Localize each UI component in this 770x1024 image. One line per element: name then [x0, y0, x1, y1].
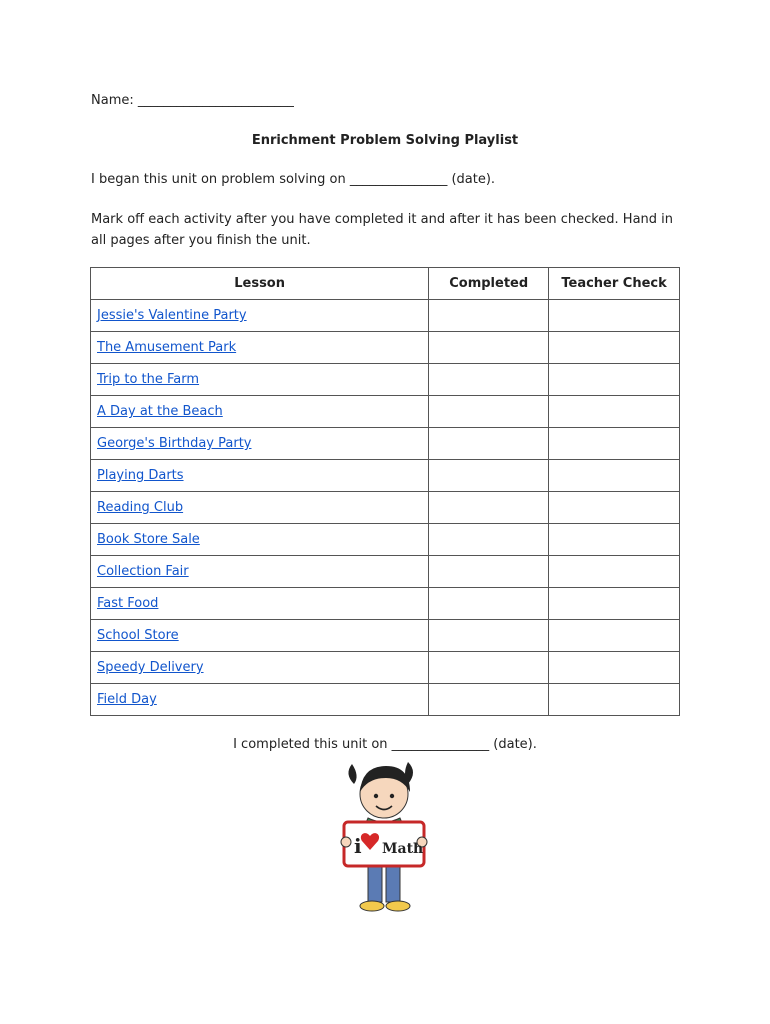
lesson-link[interactable]: Book Store Sale [97, 532, 200, 547]
lesson-link[interactable]: Collection Fair [97, 564, 189, 579]
completed-cell [429, 332, 549, 364]
completed-cell [429, 684, 549, 716]
lesson-link[interactable]: A Day at the Beach [97, 404, 223, 419]
teacher-check-cell [549, 364, 680, 396]
teacher-check-cell [549, 332, 680, 364]
teacher-check-cell [549, 684, 680, 716]
completed-cell [429, 524, 549, 556]
teacher-check-cell [549, 428, 680, 460]
completed-cell [429, 396, 549, 428]
table-row [91, 396, 680, 428]
sign-text-i: i [354, 834, 362, 858]
sign-text-math: Math [382, 841, 424, 857]
completed-cell [429, 492, 549, 524]
teacher-check-cell [549, 396, 680, 428]
lesson-link[interactable]: Field Day [97, 692, 157, 707]
table-row [91, 620, 680, 652]
completed-cell [429, 300, 549, 332]
header-completed: Completed [429, 268, 549, 300]
lesson-link[interactable]: George's Birthday Party [97, 436, 252, 451]
table-row [91, 524, 680, 556]
lesson-link[interactable]: Jessie's Valentine Party [97, 308, 247, 323]
completed-cell [429, 556, 549, 588]
girl-love-math-clipart [338, 756, 430, 918]
teacher-check-cell [549, 460, 680, 492]
lesson-link[interactable]: Trip to the Farm [97, 372, 200, 387]
began-date-line: I began this unit on problem solving on _______________ (date). [91, 172, 496, 187]
table-row [91, 652, 680, 684]
table-row [91, 428, 680, 460]
name-line: Name: ________________________ [91, 93, 294, 108]
instructions-text: Mark off each activity after you have completed it and after it has been checked. Hand in all pages after you finish the unit. [91, 212, 674, 248]
table-row [91, 300, 680, 332]
teacher-check-cell [549, 588, 680, 620]
header-teacher-check: Teacher Check [549, 268, 680, 300]
lesson-link[interactable]: The Amusement Park [97, 340, 237, 355]
table-row [91, 332, 680, 364]
lesson-link[interactable]: Reading Club [97, 500, 184, 515]
lesson-link[interactable]: Speedy Delivery [97, 660, 204, 675]
table-row [91, 588, 680, 620]
teacher-check-cell [549, 620, 680, 652]
lesson-link[interactable]: Playing Darts [97, 468, 184, 483]
table-row [91, 492, 680, 524]
lesson-link[interactable]: Fast Food [97, 596, 159, 611]
completed-cell [429, 620, 549, 652]
completed-cell [429, 652, 549, 684]
playlist-table [90, 267, 680, 716]
teacher-check-cell [549, 492, 680, 524]
completed-cell [429, 364, 549, 396]
table-header-row [91, 268, 680, 300]
completed-date-line: I completed this unit on _______________ (date). [233, 737, 537, 752]
teacher-check-cell [549, 300, 680, 332]
table-row [91, 556, 680, 588]
completed-cell [429, 460, 549, 492]
table-row [91, 364, 680, 396]
page-title: Enrichment Problem Solving Playlist [251, 133, 519, 148]
table-row [91, 684, 680, 716]
completed-cell [429, 588, 549, 620]
header-lesson: Lesson [91, 268, 429, 300]
teacher-check-cell [549, 652, 680, 684]
table-row [91, 460, 680, 492]
completed-cell [429, 428, 549, 460]
teacher-check-cell [549, 524, 680, 556]
lesson-link[interactable]: School Store [97, 628, 179, 643]
teacher-check-cell [549, 556, 680, 588]
